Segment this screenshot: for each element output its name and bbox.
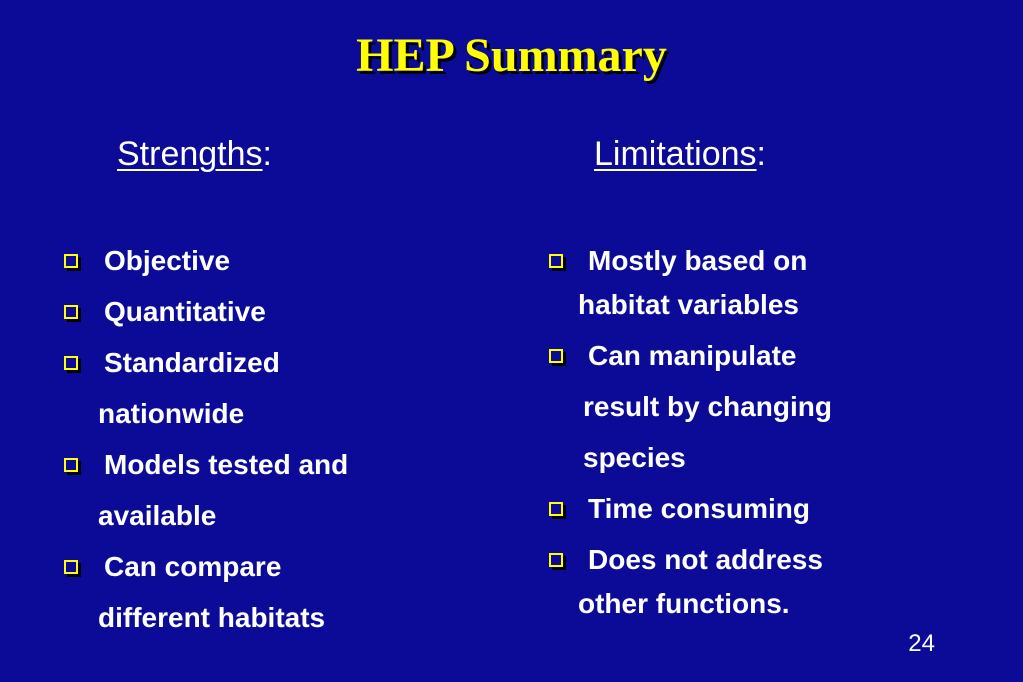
list-item-text: nationwide xyxy=(98,398,245,429)
hollow-square-bullet-icon xyxy=(64,356,78,370)
list-item-text: Models tested and xyxy=(104,449,349,480)
hollow-square-bullet-icon xyxy=(549,502,563,516)
slide-title: HEP Summary xyxy=(356,29,667,82)
limitations-heading-colon: : xyxy=(756,135,766,173)
strengths-heading-colon: : xyxy=(262,135,272,173)
strengths-heading-label: Strengths xyxy=(117,135,263,173)
page-number: 24 xyxy=(908,630,935,657)
list-item-text: Quantitative xyxy=(104,296,266,327)
list-item-text: Time consuming xyxy=(588,493,810,524)
list-item-text: habitat variables xyxy=(578,289,799,320)
hollow-square-bullet-icon xyxy=(64,254,78,268)
limitations-heading-label: Limitations xyxy=(594,135,757,173)
list-item-text: Standardized xyxy=(104,347,280,378)
hollow-square-bullet-icon xyxy=(64,560,78,574)
list-item-text: different habitats xyxy=(98,602,326,633)
hollow-square-bullet-icon xyxy=(64,305,78,319)
list-item-text: Does not address xyxy=(588,544,823,575)
list-item-text: Objective xyxy=(104,245,231,276)
limitations-heading xyxy=(594,134,766,174)
list-item-text: Can manipulate xyxy=(588,340,797,371)
hollow-square-bullet-icon xyxy=(549,553,563,567)
hollow-square-bullet-icon xyxy=(549,254,563,268)
list-item-text: available xyxy=(98,500,217,531)
list-item-text: Can compare xyxy=(104,551,282,582)
hollow-square-bullet-icon xyxy=(549,349,563,363)
strengths-heading xyxy=(117,134,272,174)
list-item-text: species xyxy=(583,442,686,473)
list-item-text: Mostly based on xyxy=(588,245,808,276)
hollow-square-bullet-icon xyxy=(64,458,78,472)
list-item-text: result by changing xyxy=(583,391,832,422)
list-item-text: other functions. xyxy=(578,588,790,619)
